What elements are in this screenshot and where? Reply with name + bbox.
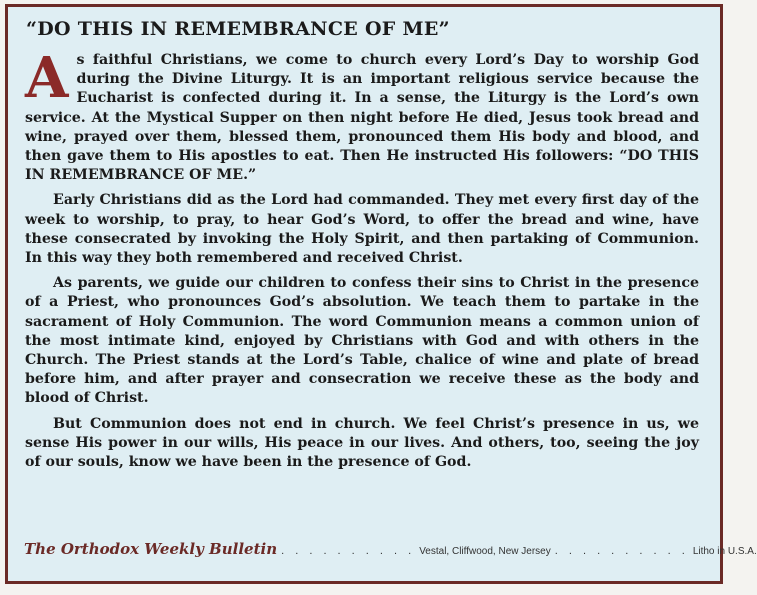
paragraph-1 bbox=[25, 45, 699, 185]
leader-dots-2: . . . . . . . . . . bbox=[554, 545, 689, 557]
paragraph-2: Early Christians did as the Lord had commanded. They met every first day of the week to worship, to pray, to hear God’s Word, to offer the bread and wine, have these consecrated by invoking the Holy Spirit, and then partaking of Communion. In this way they both remembered and received Christ. bbox=[25, 192, 699, 267]
litho-note: Litho in U.S.A. bbox=[692, 546, 757, 557]
footer bbox=[24, 540, 757, 558]
publication-location: Vestal, Cliffwood, New Jersey bbox=[419, 546, 551, 557]
paragraph-4: But Communion does not end in church. We feel Christ’s presence in us, we sense His power in our wills, His peace in our lives. And others, too, seeing the joy of our souls, know we have been in the presence of God. bbox=[25, 415, 699, 471]
page-title: “DO THIS IN REMEMBRANCE OF ME” bbox=[26, 18, 450, 40]
drop-cap: A bbox=[25, 45, 69, 111]
leader-dots-1: . . . . . . . . . . bbox=[281, 545, 416, 557]
publication-name: The Orthodox Weekly Bulletin bbox=[24, 540, 278, 558]
paragraph-1-text: s faithful Christians, we come to church every Lord’s Day to worship God during the Divine Liturgy. It is an important religious service because the Eucharist is confected during it. In a sense, the Liturgy is the Lord’s own service. At the Mystical Supper on then night before He died, Jesus took bread and wine, prayed over them, blessed them, pronounced them His body and blood, and then gave them to His apostles to eat. Then He instructed His followers: “DO THIS IN REMEMBRANCE OF ME.” bbox=[25, 52, 699, 184]
paragraph-3: As parents, we guide our children to confess their sins to Christ in the presence of a Priest, who pronounces God’s absolution. We teach them to partake in the sacrament of Holy Communion. The word Communion means a common union of the most intimate kind, enjoyed by Christians with God and with others in the Church. The Priest stands at the Lord’s Table, chalice of wine and plate of bread before him, and after prayer and consecration we receive these as the body and blood of Christ. bbox=[25, 275, 699, 407]
article-body bbox=[25, 45, 699, 478]
